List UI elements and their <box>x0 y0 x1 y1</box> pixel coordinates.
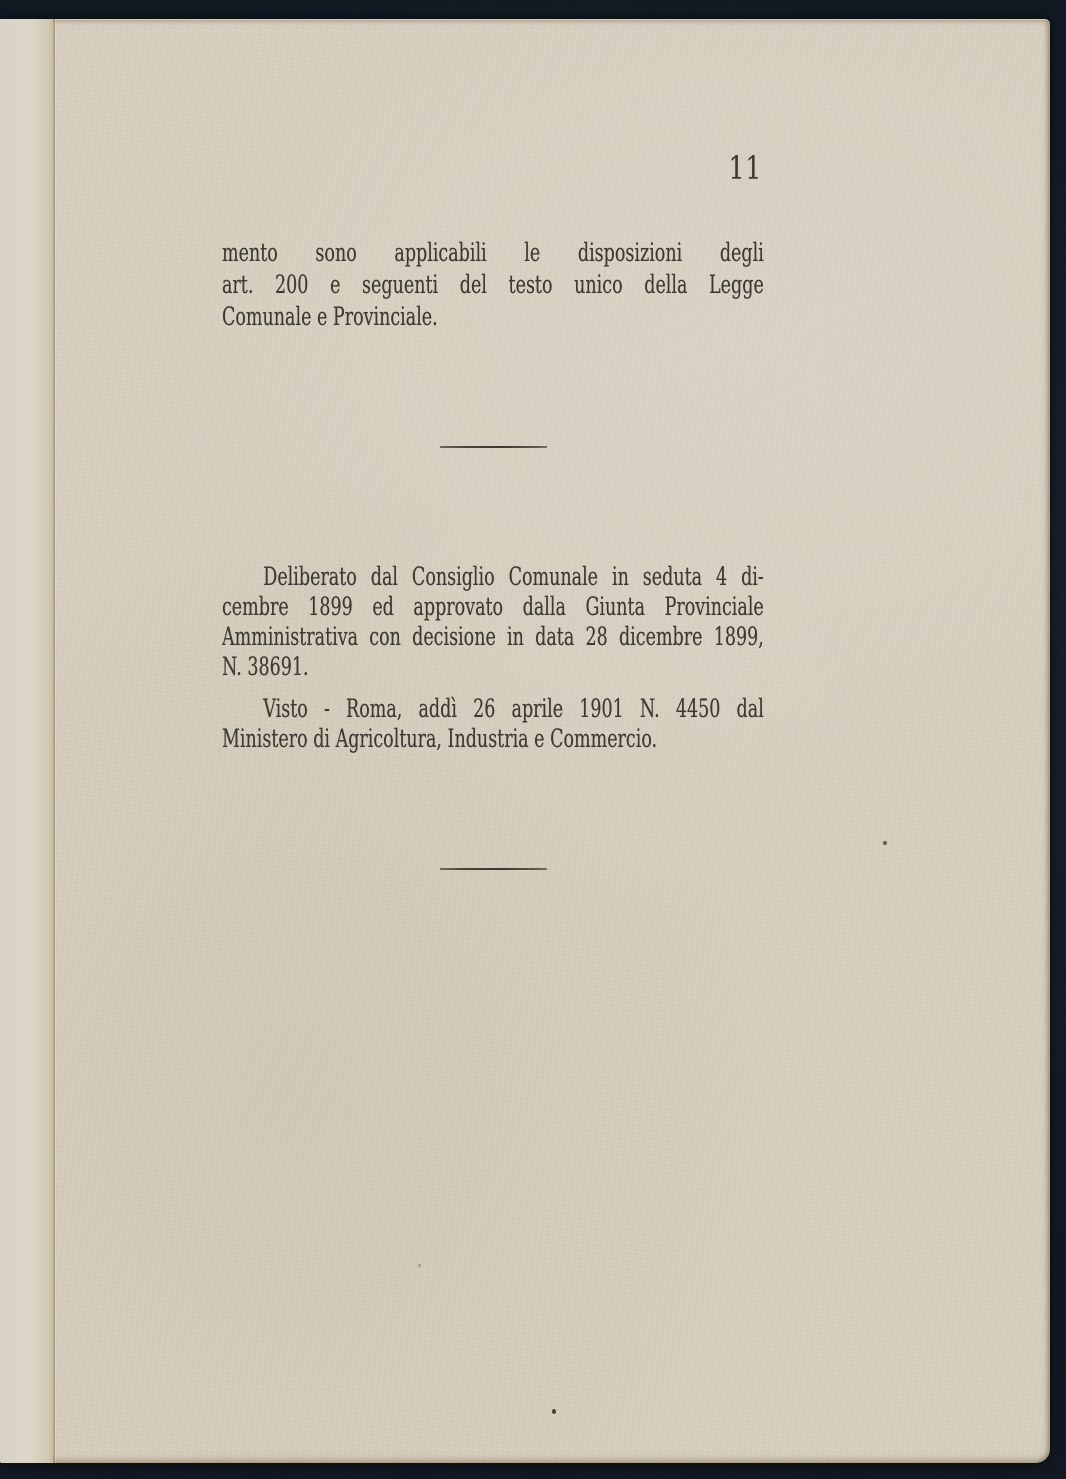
section-divider <box>440 868 547 870</box>
text-line: art. 200 e seguenti del testo unico della Legge <box>222 270 764 299</box>
text-line: N. 38691. <box>222 652 309 681</box>
text-line: cembre 1899 ed approvato dalla Giunta Provinciale <box>222 592 764 621</box>
text-line: Comunale e Provinciale. <box>222 302 438 331</box>
text-line: mento sono applicabili le disposizioni degli <box>222 238 764 267</box>
text-line: Ministero di Agricoltura, Industria e Commercio. <box>222 724 658 753</box>
paper-speck <box>883 841 887 845</box>
paper-speck <box>418 1264 421 1267</box>
binding-crease-line <box>53 19 56 1463</box>
paper-speck <box>552 1409 556 1414</box>
section-divider <box>440 446 547 448</box>
paragraph-deliberation <box>222 562 764 682</box>
page-number: 11 <box>728 149 762 187</box>
text-line: Deliberato dal Consiglio Comunale in seduta 4 di- <box>263 562 764 591</box>
paragraph-legal-provisions <box>222 237 764 333</box>
text-line: Amministrativa con decisione in data 28 dicembre 1899, <box>222 622 764 651</box>
paragraph-visto-ministry <box>222 694 764 754</box>
text-line: Visto - Roma, addì 26 aprile 1901 N. 4450 dal <box>263 694 764 723</box>
book-page <box>0 19 1050 1463</box>
page-fold-strip <box>0 19 53 1463</box>
